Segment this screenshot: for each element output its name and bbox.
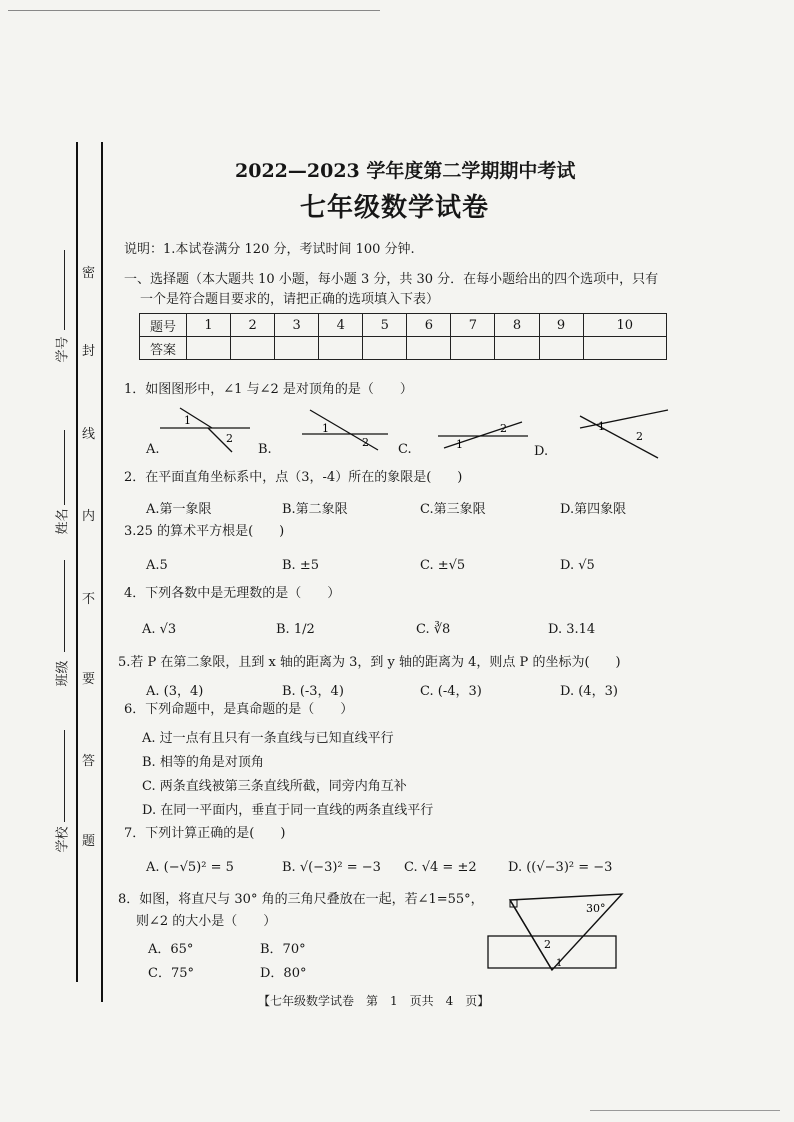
table-row bbox=[140, 337, 667, 360]
q5-option-d: D. (4，3) bbox=[560, 684, 618, 699]
seal-char: 题 bbox=[82, 834, 96, 849]
q1-figure-a bbox=[160, 408, 250, 452]
question-number-cell: 5 bbox=[363, 314, 407, 337]
seal-char: 内 bbox=[82, 509, 96, 524]
page-footer: 【七年级数学试卷 第 1 页共 4 页】 bbox=[258, 994, 490, 1008]
section1-line1: 一、选择题（本大题共 10 小题，每小题 3 分，共 30 分．在每小题给出的四个选项中，只有 bbox=[124, 272, 659, 287]
scan-line-bottom bbox=[590, 1110, 780, 1111]
question-number-cell: 1 bbox=[187, 314, 231, 337]
answer-cell[interactable] bbox=[275, 337, 319, 360]
question-number-cell: 8 bbox=[495, 314, 539, 337]
seal-char: 密 bbox=[82, 266, 96, 281]
q7-option-a: A. (−√5)² = 5 bbox=[146, 860, 234, 875]
answer-cell[interactable] bbox=[231, 337, 275, 360]
margin-line-outer bbox=[76, 142, 78, 982]
q7-option-d: D. ((√−3)² = −3 bbox=[508, 860, 613, 875]
q6-option-a: A. 过一点有且只有一条直线与已知直线平行 bbox=[142, 731, 394, 746]
question-number-cell: 9 bbox=[539, 314, 583, 337]
q1-option-a: A. bbox=[146, 442, 160, 457]
xuehao-blank[interactable] bbox=[64, 250, 65, 330]
q1-stem: 1．如图图形中，∠1 与∠2 是对顶角的是（ ） bbox=[124, 382, 413, 397]
question-number-cell: 7 bbox=[451, 314, 495, 337]
xuehao-label: 学号 bbox=[55, 336, 71, 363]
q8-stem: 8．如图，将直尺与 30° 角的三角尺叠放在一起，若∠1=55°， bbox=[118, 892, 484, 907]
q1-figure-d bbox=[580, 410, 668, 458]
q1-figure-c bbox=[438, 422, 528, 451]
answer-cell[interactable] bbox=[319, 337, 363, 360]
q3-option-b: B. ±5 bbox=[282, 558, 319, 573]
q7-option-c: C. √4 = ±2 bbox=[404, 860, 477, 875]
answer-cell[interactable] bbox=[495, 337, 539, 360]
q3-option-c: C. ±√5 bbox=[420, 558, 466, 573]
q7-option-b: B. √(−3)² = −3 bbox=[282, 860, 381, 875]
q8-angle-30: 30° bbox=[586, 902, 606, 915]
exam-title: 2022—2023 学年度第二学期期中考试 bbox=[235, 160, 576, 182]
q4-option-a: A. √3 bbox=[142, 622, 177, 637]
q1-figures bbox=[150, 402, 680, 462]
q5-option-a: A. (3，4) bbox=[146, 684, 204, 699]
q1-c-angle2: 2 bbox=[500, 422, 507, 435]
q8-stem2: 则∠2 的大小是（ ） bbox=[136, 914, 277, 929]
table-head-cell: 答案 bbox=[140, 337, 187, 360]
q3-option-d: D. √5 bbox=[560, 558, 595, 573]
q8-option-c: C．75° bbox=[148, 966, 194, 981]
seal-char: 要 bbox=[82, 672, 96, 687]
answer-cell[interactable] bbox=[539, 337, 583, 360]
q1-a-angle1: 1 bbox=[184, 414, 191, 427]
answer-cell[interactable] bbox=[187, 337, 231, 360]
q6-option-b: B. 相等的角是对顶角 bbox=[142, 755, 264, 770]
q1-d-angle2: 2 bbox=[636, 430, 643, 443]
exam-subtitle: 七年级数学试卷 bbox=[300, 193, 490, 223]
xuexiao-blank[interactable] bbox=[64, 730, 65, 822]
question-number-cell: 3 bbox=[275, 314, 319, 337]
q8-ruler-triangle-figure bbox=[486, 890, 626, 972]
seal-char: 答 bbox=[82, 754, 96, 769]
q6-option-c: C. 两条直线被第三条直线所截，同旁内角互补 bbox=[142, 779, 407, 794]
q4-option-d: D. 3.14 bbox=[548, 622, 596, 637]
table-head-cell: 题号 bbox=[140, 314, 187, 337]
answer-cell[interactable] bbox=[583, 337, 666, 360]
q4-stem: 4．下列各数中是无理数的是（ ） bbox=[124, 586, 341, 601]
answer-cell[interactable] bbox=[363, 337, 407, 360]
q1-option-c: C. bbox=[398, 442, 412, 457]
answer-cell[interactable] bbox=[407, 337, 451, 360]
q1-b-angle2: 2 bbox=[362, 436, 369, 449]
q1-a-angle2: 2 bbox=[226, 432, 233, 445]
q4-option-b: B. 1/2 bbox=[276, 622, 315, 637]
q6-option-d: D. 在同一平面内，垂直于同一直线的两条直线平行 bbox=[142, 803, 434, 818]
question-number-cell: 10 bbox=[583, 314, 666, 337]
table-row bbox=[140, 314, 667, 337]
seal-char: 封 bbox=[82, 344, 96, 359]
margin-line-inner bbox=[101, 142, 103, 1002]
scan-line-top bbox=[8, 10, 380, 11]
q1-figure-b bbox=[302, 410, 388, 450]
q5-stem: 5.若 P 在第二象限，且到 x 轴的距离为 3，到 y 轴的距离为 4，则点 P 的坐标为( ) bbox=[118, 655, 621, 670]
question-number-cell: 2 bbox=[231, 314, 275, 337]
q3-option-a: A.5 bbox=[146, 558, 168, 573]
q1-c-angle1: 1 bbox=[456, 438, 463, 451]
q2-option-a: A.第一象限 bbox=[146, 502, 212, 517]
section1-line2: 一个是符合题目要求的，请把正确的选项填入下表） bbox=[140, 292, 440, 307]
q2-option-b: B.第二象限 bbox=[282, 502, 348, 517]
xingming-label: 姓名 bbox=[55, 508, 71, 535]
q8-option-a: A．65° bbox=[148, 942, 194, 957]
q7-stem: 7．下列计算正确的是( ) bbox=[124, 826, 286, 841]
q2-option-d: D.第四象限 bbox=[560, 502, 627, 517]
q1-option-d: D. bbox=[534, 444, 549, 459]
q2-stem: 2．在平面直角坐标系中，点（3，-4）所在的象限是( ) bbox=[124, 470, 463, 485]
q8-angle-1: 1 bbox=[556, 958, 563, 969]
q3-stem: 3.25 的算术平方根是( ) bbox=[124, 524, 285, 539]
q6-stem: 6．下列命题中，是真命题的是（ ） bbox=[124, 702, 354, 717]
q4-option-c: C. ∛8 bbox=[416, 622, 451, 637]
q8-option-d: D．80° bbox=[260, 966, 307, 981]
exam-note: 说明：1.本试卷满分 120 分，考试时间 100 分钟. bbox=[124, 242, 415, 257]
q8-angle-2: 2 bbox=[544, 938, 551, 951]
question-number-cell: 4 bbox=[319, 314, 363, 337]
banji-label: 班级 bbox=[55, 660, 71, 687]
question-number-cell: 6 bbox=[407, 314, 451, 337]
xuexiao-label: 学校 bbox=[55, 826, 71, 853]
q2-option-c: C.第三象限 bbox=[420, 502, 486, 517]
q1-option-b: B. bbox=[258, 442, 272, 457]
xingming-blank[interactable] bbox=[64, 430, 65, 505]
seal-char: 不 bbox=[82, 592, 96, 607]
q1-b-angle1: 1 bbox=[322, 422, 329, 435]
answer-cell[interactable] bbox=[451, 337, 495, 360]
banji-blank[interactable] bbox=[64, 560, 65, 652]
answer-table bbox=[139, 313, 667, 360]
ruler bbox=[488, 936, 616, 968]
q1-d-angle1: 1 bbox=[598, 420, 605, 433]
q5-option-b: B. (-3，4) bbox=[282, 684, 344, 699]
seal-char: 线 bbox=[82, 427, 96, 442]
q8-option-b: B．70° bbox=[260, 942, 306, 957]
q5-option-c: C. (-4，3) bbox=[420, 684, 482, 699]
